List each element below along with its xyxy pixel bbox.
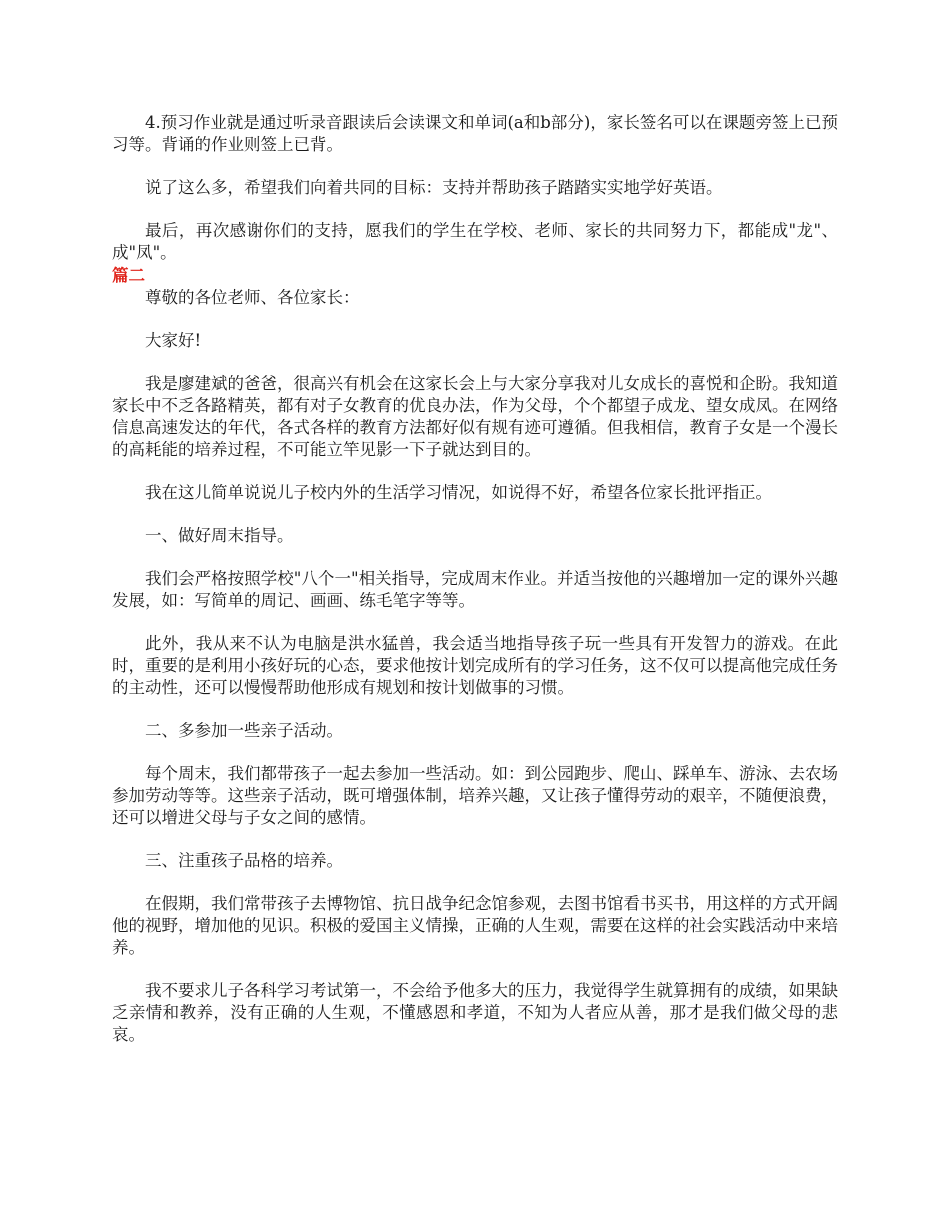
document-body — [112, 112, 838, 1067]
paragraph-preview-homework: 4.预习作业就是通过听录音跟读后会读课文和单词(a和b部分)，家长签名可以在课题旁签上已预习等。背诵的作业则签上已背。 — [112, 113, 838, 154]
paragraph-greeting: 大家好! — [145, 331, 202, 350]
paragraph-museum-visits: 在假期，我们常带孩子去博物馆、抗日战争纪念馆参观，去图书馆看书买书，用这样的方式开阔他的视野，增加他的见识。积极的爱国主义情操，正确的人生观，需要在这样的社会实践活动中来培养。 — [112, 894, 838, 957]
paragraph-weekend-homework: 我们会严格按照学校"八个一"相关指导，完成周末作业。并适当按他的兴趣增加一定的课外兴趣发展，如：写简单的周记、画画、练毛笔字等等。 — [112, 569, 838, 610]
paragraph-weekend-activities: 每个周末，我们都带孩子一起去参加一些活动。如：到公园跑步、爬山、踩单车、游泳、去农场参加劳动等等。这些亲子活动，既可增强体制，培养兴趣，又让孩子懂得劳动的艰辛，不随便浪费，还可以增进父母与子女之间的感情。 — [112, 764, 838, 827]
paragraph-common-goal: 说了这么多，希望我们向着共同的目标：支持并帮助孩子踏踏实实地学好英语。 — [145, 178, 723, 197]
heading-character-building: 三、注重孩子品格的培养。 — [145, 851, 343, 870]
paragraph-introduction: 我是廖建斌的爸爸，很高兴有机会在这家长会上与大家分享我对儿女成长的喜悦和企盼。我知道家长中不乏各路精英，都有对子女教育的优良办法，作为父母，个个都望子成龙、望女成凤。在网络信息高速发达的年代，各式各样的教育方法都好似有规有迹可遵循。但我相信，教育子女是一个漫长的高耗能的培养过程，不可能立竿见影一下子就达到目的。 — [112, 374, 838, 459]
paragraph-salutation: 尊敬的各位老师、各位家长： — [145, 288, 360, 307]
paragraph-overview: 我在这儿简单说说儿子校内外的生活学习情况，如说得不好，希望各位家长批评指正。 — [145, 483, 772, 502]
heading-weekend-guidance: 一、做好周末指导。 — [145, 526, 294, 545]
section-heading: 篇二 — [112, 266, 145, 285]
heading-family-activities: 二、多参加一些亲子活动。 — [145, 721, 343, 740]
paragraph-computer-games: 此外，我从来不认为电脑是洪水猛兽，我会适当地指导孩子玩一些具有开发智力的游戏。在此时，重要的是利用小孩好玩的心态，要求他按计划完成所有的学习任务，这不仅可以提高他完成任务的主动性，还可以慢慢帮助他形成有规划和按计划做事的习惯。 — [112, 634, 838, 697]
paragraph-closing-thanks: 最后，再次感谢你们的支持，愿我们的学生在学校、老师、家长的共同努力下，都能成"龙"、成"凤"。 — [112, 221, 838, 262]
paragraph-values: 我不要求儿子各科学习考试第一，不会给予他多大的压力，我觉得学生就算拥有的成绩，如果缺乏亲情和教养，没有正确的人生观，不懂感恩和孝道，不知为人者应从善，那才是我们做父母的悲哀。 — [112, 981, 838, 1044]
